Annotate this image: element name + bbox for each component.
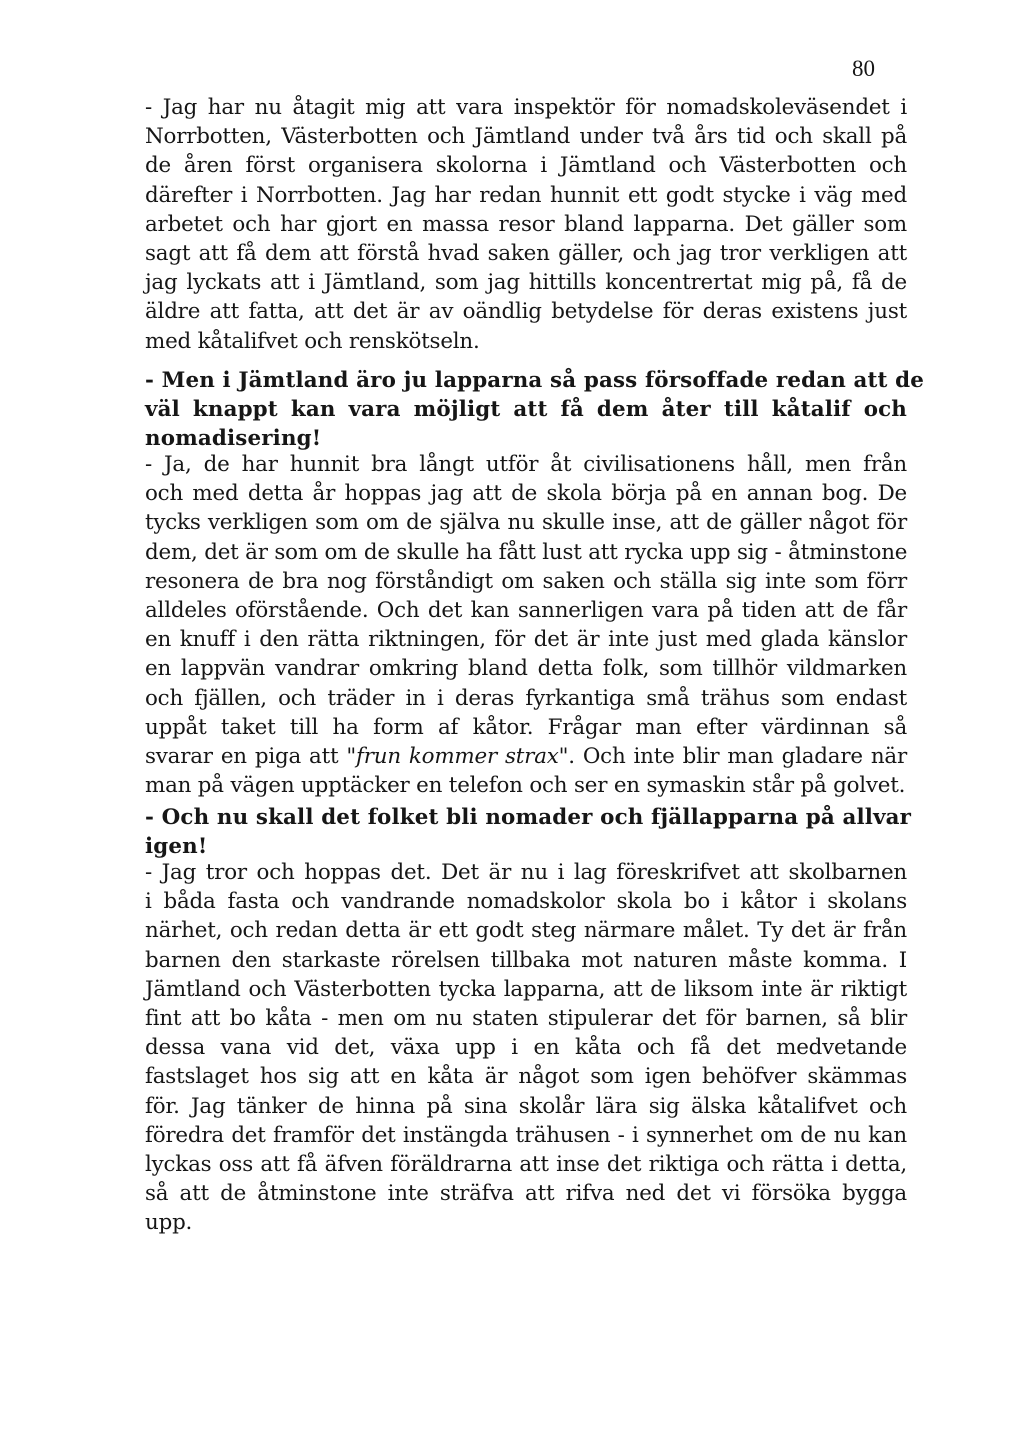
paragraph-answer-1: [145, 93, 907, 356]
text-line: väl knappt kan vara möjligt att få dem åter till kåtalif och: [145, 397, 907, 423]
text-line: i båda fasta och vandrande nomadskolor skola bo i kåtor i skolans: [145, 889, 907, 915]
text-line: närhet, och redan detta är ett godt steg närmare målet. Ty det är från: [145, 918, 907, 944]
text-line: upp.: [145, 1210, 193, 1236]
text-line: igen!: [145, 834, 208, 860]
text-line: - Men i Jämtland äro ju lapparna så pass försoffade redan att de: [145, 368, 925, 393]
text-line: - Och nu skall det folket bli nomader och fjällapparna på allvar: [145, 805, 912, 830]
text-line: barnen den starkaste rörelsen tillbaka mot naturen måste komma. I: [145, 947, 907, 973]
text-line: resonera de bra nog förståndigt om saken och ställa sig inte som förr: [145, 568, 907, 594]
text-line: dessa vana vid det, växa upp i en kåta och få det medvetande: [145, 1035, 907, 1061]
text-line: med kåtalifvet och renskötseln.: [145, 328, 480, 354]
text-line: man på vägen upptäcker en telefon och ser en symaskin står på golvet.: [145, 773, 906, 799]
text-line: nomadisering!: [145, 426, 322, 452]
text-line: dem, det är som om de skulle ha fått lust att rycka upp sig - åtminstone: [145, 539, 908, 565]
text-line: - Jag tror och hoppas det. Det är nu i lag föreskrifvet att skolbarnen: [145, 860, 907, 885]
quote-before: svarar en piga att: [145, 743, 347, 769]
text-line: därefter i Norrbotten. Jag har redan hunnit ett godt stycke i väg med: [145, 182, 907, 208]
text-line: arbetet och har gjort en massa resor bland lapparna. Det gäller som: [145, 211, 907, 237]
text-line: så att de åtminstone inte sträfva att rifva ned det vi försöka bygga: [145, 1181, 907, 1207]
text-line: - Ja, de har hunnit bra långt utför åt civilisationens håll, men från: [145, 452, 907, 477]
text-line: fint att bo kåta - men om nu staten stipulerar det för barnen, så blir: [145, 1005, 907, 1031]
text-line: och med detta år hoppas jag att de skola börja på en annan bog. De: [145, 481, 907, 507]
quote-italic: "frun kommer strax": [346, 743, 569, 769]
text-line: lyckas oss att få äfven föräldrarna att inse det riktiga och rätta i detta,: [145, 1151, 907, 1177]
text-line: en lappvän vandrar omkring bland detta folk, som tillhör vildmarken: [145, 656, 907, 682]
text-line: fastslaget hos sig att en kåta är något som igen behöfver skämmas: [145, 1064, 907, 1090]
paragraph-answer-2: [145, 450, 907, 800]
text-line: för. Jag tänker de hinna på sina skolår lära sig älska kåtalifvet och: [145, 1093, 907, 1119]
text-line: - Jag har nu åtagit mig att vara inspektör för nomadskoleväsendet i: [145, 95, 907, 120]
text-line: en knuff i den rätta riktningen, för det är inte just med glada känslor: [145, 627, 907, 653]
text-line: Jämtland och Västerbotten tycka lapparna, att de liksom inte är riktigt: [145, 976, 907, 1002]
paragraph-answer-3: [145, 858, 907, 1237]
text-line: de åren först organisera skolorna i Jämtland och Västerbotten och: [145, 153, 907, 179]
text-line: uppåt taket till ha form af kåtor. Frågar man efter värdinnan så: [145, 714, 907, 740]
page-number: 80: [852, 56, 875, 81]
text-line: äldre att fatta, att det är av oändlig betydelse för deras existens just: [145, 299, 907, 325]
text-line: sagt att få dem att förstå hvad saken gäller, och jag tror verkligen att: [145, 240, 907, 266]
text-line: Norrbotten, Västerbotten och Jämtland under två års tid och skall på: [145, 124, 907, 150]
text-line: jag lyckats att i Jämtland, som jag hittills koncentrertat mig på, få de: [145, 270, 907, 296]
text-line: och fjällen, och träder in i deras fyrkantiga små trähus som endast: [145, 685, 907, 711]
paragraph-question-1: [145, 366, 925, 454]
text-line-quote: [145, 742, 907, 771]
text-line: föredra det framför det instängda trähusen - i synnerhet om de nu kan: [145, 1122, 907, 1148]
paragraph-question-2: [145, 803, 912, 861]
text-line: tycks verkligen som om de själva nu skulle inse, att de gäller något för: [145, 510, 907, 536]
text-line: alldeles oförstående. Och det kan sannerligen vara på tiden att de får: [145, 597, 907, 623]
quote-after: . Och inte blir man gladare när: [568, 743, 907, 769]
